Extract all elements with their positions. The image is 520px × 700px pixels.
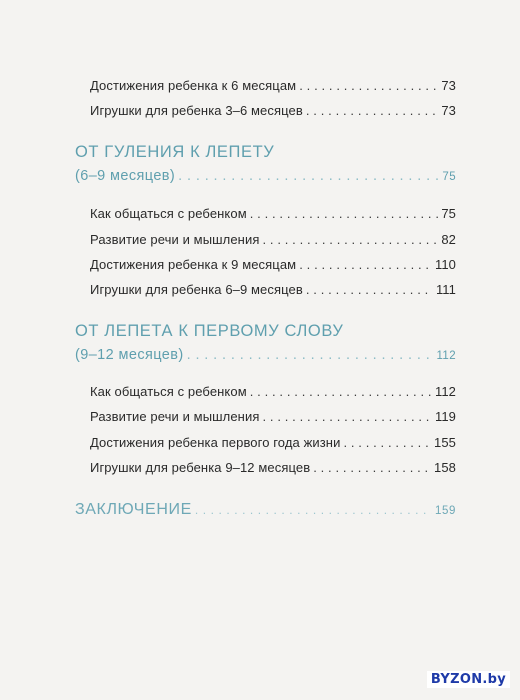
toc-entry-title: Достижения ребенка к 6 месяцам xyxy=(90,78,297,93)
dot-leader xyxy=(262,232,438,247)
toc-entry-page: 155 xyxy=(434,435,456,450)
toc-entry-title: Игрушки для ребенка 9–12 месяцев xyxy=(90,460,311,475)
section-page: 75 xyxy=(442,171,456,183)
toc-entry-title: Развитие речи и мышления xyxy=(90,232,260,247)
toc-entry-page: 82 xyxy=(441,232,456,247)
toc-entry-page: 111 xyxy=(435,282,456,297)
toc-entry-page: 73 xyxy=(441,103,456,118)
toc-entry-title: Достижения ребенка к 9 месяцам xyxy=(90,257,297,272)
toc-entry-title: Развитие речи и мышления xyxy=(90,409,260,424)
dot-leader xyxy=(306,282,433,297)
toc-entry xyxy=(90,206,456,221)
section-subtitle: (9–12 месяцев) xyxy=(75,347,184,363)
section-heading-row xyxy=(75,168,456,184)
toc-entry-title: Игрушки для ребенка 6–9 месяцев xyxy=(90,282,303,297)
toc-entry-page: 158 xyxy=(434,460,456,475)
section-heading-row xyxy=(75,347,456,363)
toc-entry-page: 75 xyxy=(441,206,456,221)
toc-entry xyxy=(90,460,456,475)
section-subtitle: (6–9 месяцев) xyxy=(75,168,176,184)
watermark-logo: BYZON.by xyxy=(427,671,510,688)
conclusion-title: ЗАКЛЮЧЕНИЕ xyxy=(75,501,192,518)
dot-leader xyxy=(250,206,439,221)
dot-leader xyxy=(299,78,438,93)
toc-entry-title: Как общаться с ребенком xyxy=(90,384,247,399)
toc-entry xyxy=(90,435,456,450)
toc-entry-page: 119 xyxy=(434,409,456,424)
toc-entry-title: Игрушки для ребенка 3–6 месяцев xyxy=(90,103,303,118)
toc-entry-title: Как общаться с ребенком xyxy=(90,206,247,221)
toc-entry xyxy=(90,384,456,399)
conclusion-page: 159 xyxy=(435,505,456,517)
dot-leader xyxy=(343,435,431,450)
dot-leader xyxy=(187,347,434,363)
dot-leader xyxy=(313,460,431,475)
toc-entry xyxy=(90,103,456,118)
section-title: ОТ ГУЛЕНИЯ К ЛЕПЕТУ xyxy=(75,143,275,161)
dot-leader xyxy=(299,257,432,272)
toc-entry xyxy=(90,232,456,247)
dot-leader xyxy=(250,384,432,399)
section-title: ОТ ЛЕПЕТА К ПЕРВОМУ СЛОВУ xyxy=(75,322,344,340)
dot-leader xyxy=(306,103,438,118)
toc-entry xyxy=(90,282,456,297)
toc-entry-page: 112 xyxy=(434,384,456,399)
toc-entry xyxy=(90,257,456,272)
toc-entry xyxy=(90,78,456,93)
conclusion-row xyxy=(75,501,456,519)
dot-leader xyxy=(262,409,432,424)
toc-entry-title: Достижения ребенка первого года жизни xyxy=(90,435,341,450)
dot-leader xyxy=(195,503,432,517)
dot-leader xyxy=(178,168,439,184)
toc-entry xyxy=(90,409,456,424)
section-page: 112 xyxy=(436,350,456,362)
toc-entry-page: 73 xyxy=(441,78,456,93)
toc-entry-page: 110 xyxy=(434,257,456,272)
